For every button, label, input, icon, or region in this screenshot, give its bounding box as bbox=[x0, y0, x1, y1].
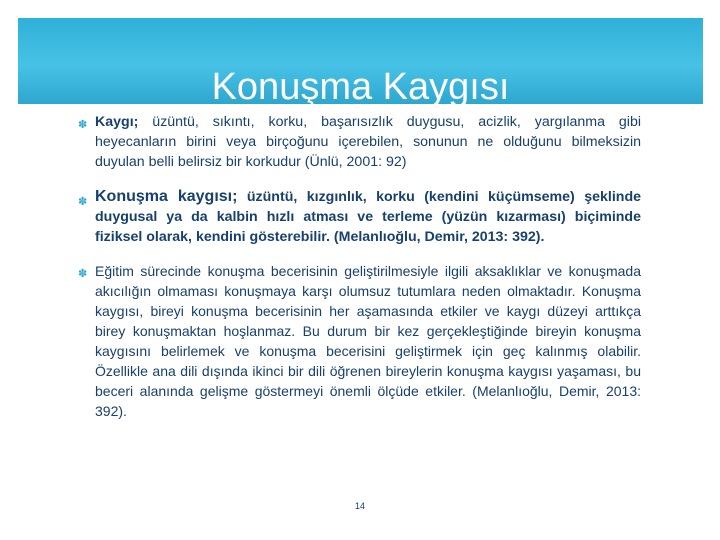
bullet-asterisk-icon: ✽ bbox=[78, 119, 88, 131]
bullet-item-egitim bbox=[78, 261, 641, 421]
bullet-text-konusma-kaygisi: üzüntü, kızgınlık, korku (kendini küçümseme) şeklinde duygusal ya da kalbin hızlı atması ve terleme (yüzün kızarması) biçiminde fiziksel olarak, kendini gösterebilir. (Melanlıoğlu, Demir, 2013: 392). bbox=[95, 189, 641, 245]
slide-content bbox=[78, 112, 641, 421]
bullet-lead-kaygi: Kaygı; bbox=[95, 114, 139, 130]
bullet-item-kaygi bbox=[78, 112, 641, 172]
bullet-item-konusma-kaygisi bbox=[78, 187, 641, 247]
bullet-asterisk-icon: ✽ bbox=[78, 196, 88, 208]
bullet-lead-konusma-kaygisi: Konuşma kaygısı; bbox=[95, 188, 238, 205]
bullet-asterisk-icon: ✽ bbox=[78, 268, 88, 280]
bullet-text-kaygi: üzüntü, sıkıntı, korku, başarısızlık duygusu, acizlik, yargılanma gibi heyecanların birini veya birçoğunu içerebilen, sonunun ne olduğunu bilmeksizin duyulan belli belirsiz bir korkudur (Ünlü, 2001: 92) bbox=[95, 114, 641, 170]
slide-title: Konuşma Kaygısı bbox=[211, 66, 510, 109]
bullet-text-egitim: Eğitim sürecinde konuşma becerisinin geliştirilmesiyle ilgili aksaklıklar ve konuşmada akıcılığın olmaması konuşmaya karşı olumsuz tutumlara neden olmaktadır. Konuşma kaygısı, bireyi konuşma becerisinin her aşamasında etkiler ve kaygı düzeyi arttıkça birey konuşmaktan hoşlanmaz. Bu durum bir kez gerçekleştiğinde bireyin konuşma kaygısını belirlemek ve konuşma becerisini geliştirmek için geç kalınmış olabilir. Özellikle ana dili dışında ikinci bir dili öğrenen bireylerin konuşma kaygısı yaşaması, bu beceri alanında gelişme göstermeyi önemli ölçüde etkiler. (Melanlıoğlu, Demir, 2013: 392). bbox=[95, 263, 641, 419]
page-number: 14 bbox=[354, 501, 365, 511]
